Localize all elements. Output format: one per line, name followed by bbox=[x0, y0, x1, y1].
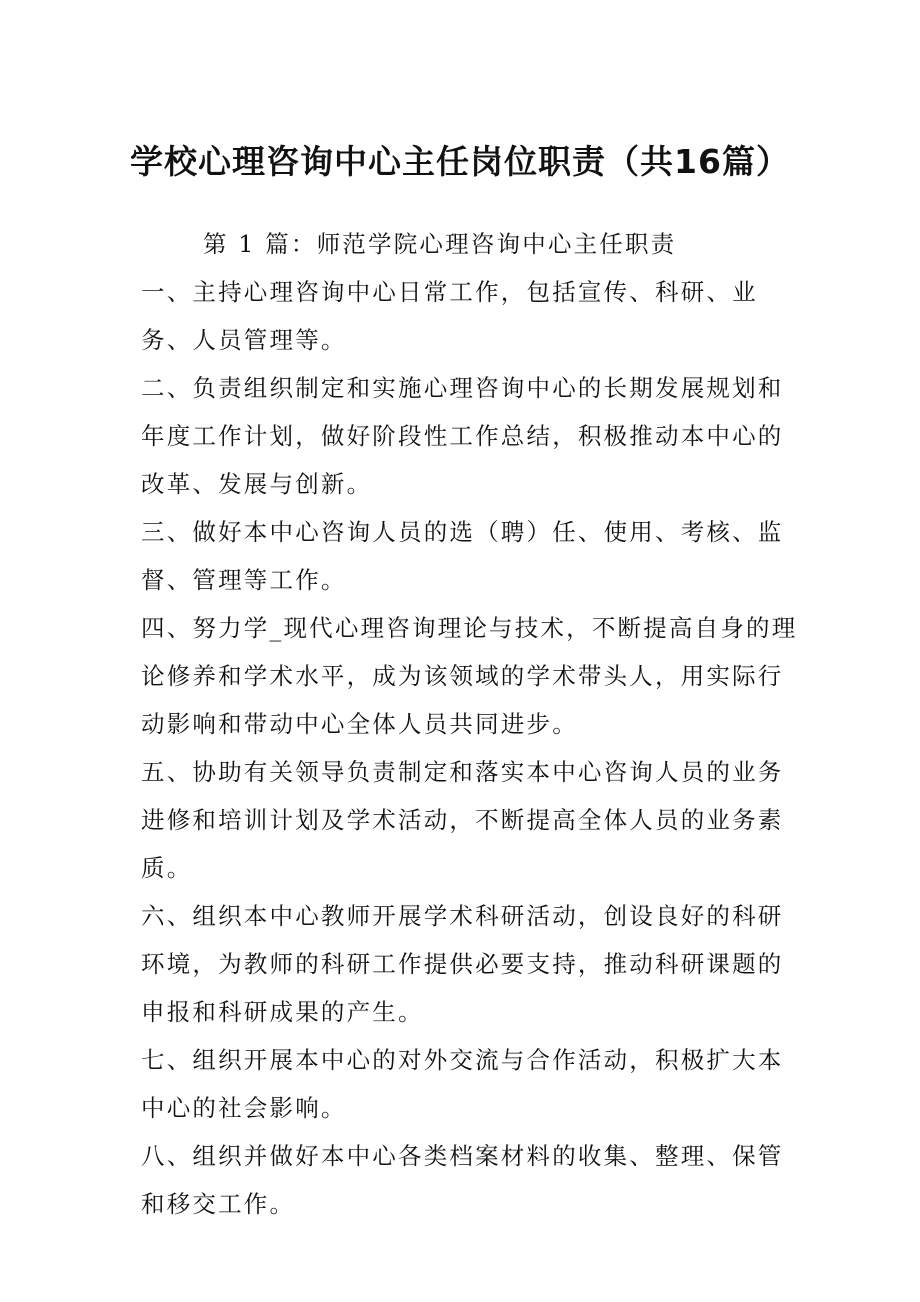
duty-item-5: 五、协助有关领导负责制定和落实本中心咨询人员的业务进修和培训计划及学术活动，不断提高全体人员的业务素质。 bbox=[141, 758, 784, 882]
document-body bbox=[141, 220, 801, 1228]
document-title: 学校心理咨询中心主任岗位职责（共16篇） bbox=[130, 142, 790, 181]
duty-item-8: 八、组织并做好本中心各类档案材料的收集、整理、保管和移交工作。 bbox=[141, 1142, 784, 1218]
section-heading: 第 1 篇：师范学院心理咨询中心主任职责 bbox=[203, 230, 677, 258]
duty-item-6: 六、组织本中心教师开展学术科研活动，创设良好的科研环境，为教师的科研工作提供必要支持，推动科研课题的申报和科研成果的产生。 bbox=[141, 902, 784, 1026]
duty-item-2: 二、负责组织制定和实施心理咨询中心的长期发展规划和年度工作计划，做好阶段性工作总结，积极推动本中心的改革、发展与创新。 bbox=[141, 374, 784, 498]
duty-item-3: 三、做好本中心咨询人员的选（聘）任、使用、考核、监督、管理等工作。 bbox=[141, 518, 784, 594]
duty-item-7: 七、组织开展本中心的对外交流与合作活动，积极扩大本中心的社会影响。 bbox=[141, 1046, 784, 1122]
duty-item-1: 一、主持心理咨询中心日常工作，包括宣传、科研、业务、人员管理等。 bbox=[141, 278, 758, 354]
duty-item-4: 四、努力学_现代心理咨询理论与技术，不断提高自身的理论修养和学术水平，成为该领域的学术带头人，用实际行动影响和带动中心全体人员共同进步。 bbox=[141, 614, 798, 738]
